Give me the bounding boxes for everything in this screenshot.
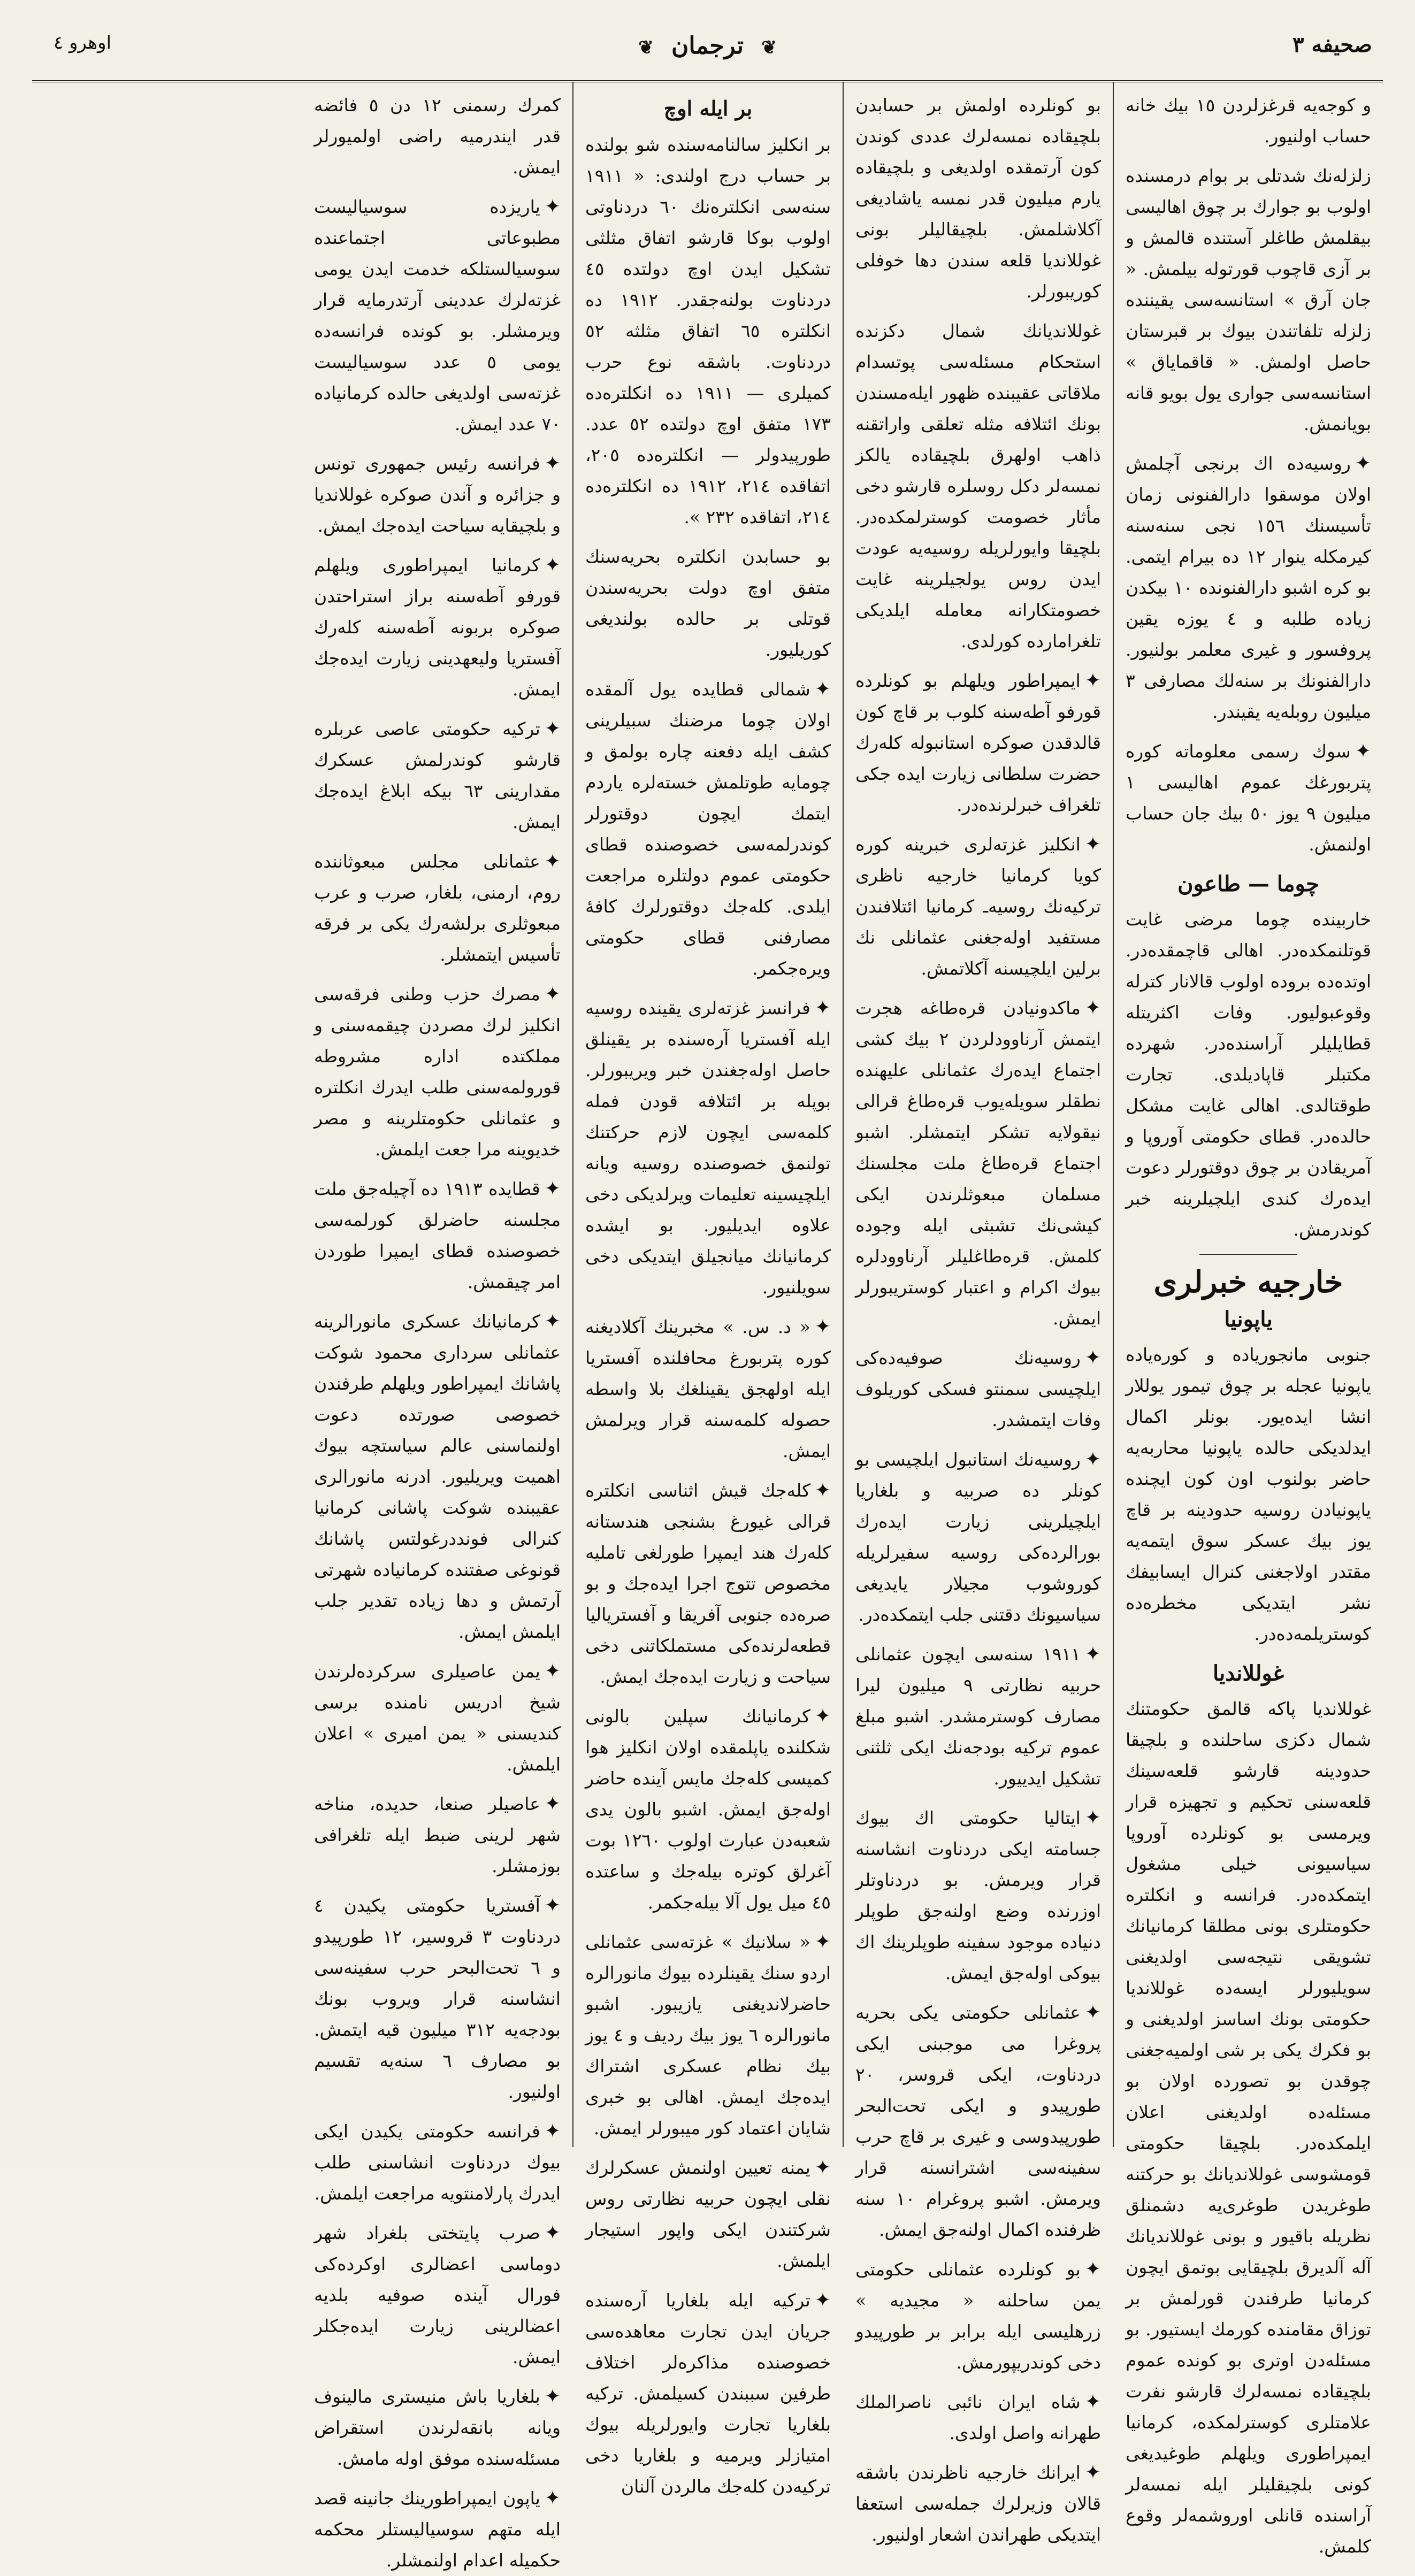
news-item-text: ماکدونیادن قره‌طاغه هجرت ایتمش آرناوودلردن ٢ بیك کشی اجتماع ایده‌رك عثمانلی علیهنده نطقلر سویله‌یوب قره‌طاغ قرالی نیقولایه تشکر ایتمشلر. اشبو اجتماع قره‌طاغ ملت مجلسنك مسلمان مبعوثلرندن ایکی کیشی‌نك تشبثی ایله وجوده کلمش. قره‌طاغلیلر آرناوودلره بیوك اکرام و اعتبار کوستریبورلر ایمش. — [855, 998, 1101, 1329]
bullet-star-icon: ✦ — [544, 2120, 561, 2142]
columns — [32, 82, 1383, 2571]
bullet-star-icon: ✦ — [544, 1178, 561, 1200]
bullet-star-icon: ✦ — [814, 1931, 831, 1953]
news-item-text: یمنه تعیین اولنمش عسکرلرك نقلی ایچون حربیه نظارتی روس شرکتندن ایکی واپور استیجار ایلمش. — [585, 2157, 831, 2271]
bullet-star-icon: ✦ — [1084, 997, 1101, 1019]
news-item-text: شمالی قطایده یول آلمقده اولان چوما مرضنك سبیلرینی کشف ایله دفعنه چاره بولمق و چومایه طوتلمش خسته‌لره یاردم ایتمك ایچون دوقتورلر کوندرلمه‌سی خصوصنده قطای حکومتی عموم دولتلره مراجعت ایلدی. کله‌جك دوقتورلرك کافهٔ مصارفنی قطای حکومتی ویره‌جکمر. — [585, 679, 831, 979]
news-item-text: و کوجه‌یه قرغزلردن ١٥ بیك خانه حساب اولنیور. — [1126, 95, 1372, 147]
article-heading: بر ایله اوچ — [663, 96, 753, 120]
bullet-star-icon: ✦ — [1355, 740, 1371, 762]
bullet-star-icon: ✦ — [544, 850, 561, 872]
news-item — [314, 448, 561, 541]
news-item — [314, 1306, 561, 1647]
bullet-star-icon: ✦ — [814, 1705, 831, 1727]
news-item-text: کرمانیانك عسکری مانورالرینه عثمانلی سرداری محمود شوکت پاشانك ایمپراطور ویلهلم طرفندن خصوصی صورتده دعوت اولنماسنی عالم سیاستچه بیوك اهمیت ویریلیور. ادرنه مانورالری عقیبنده شوکت پاشانی کرمانیا کنرالی فونددرغولتس پاشانك قونوغی صفتنده کرمانیاده شهرتی آرتمش و دها زیاده تقدیر جلب ایلمش ایمش. — [314, 1311, 561, 1642]
news-item — [314, 846, 561, 970]
article-holland: غوللاندیا پاکه قالمق حکومتنك شمال دکزی ساحلنده و بلچیقا حدودینه قارشو قلعه‌سینك قلعه‌سنی تحکیم و تجهیزه قرار ویرمسی بو کونلرده آوروپا سیاسیونی خیلی مشغول ایتمکده‌در. فرانسه و انکلتره حکومتلری بونی مطلقا کرمانیانك تشویقی نتیجه‌سی اولدیغنی سویلیورلر ایسه‌ده غوللاندیا حکومتی بونك اساسز اولدیغنی و بو فکرك یکی بر شی اولمیه‌جغنی چوقدن بو تصورده اولان بو مسئله‌ده اولدیغنی اعلان ایلمکده‌در. بلچیقا حکومتی قومشوسی غوللاندیانك بو حرکتنه طوغریدن طوغری‌یه دشمنلق نظریله باقیور و بونی غوللاندیانك آله‌ آلدیرق بلچیقایی بوتمق ایچون کرمانیا طرفندن قورلمش بر توزاق مقامنده کورمك ایستیور. بو مسئله‌دن اوتری بو کونده عموم بلچیقاده نمسه‌لرك قارشو نفرت علامتلری کوسترلمکده، کرمانیا ایمپراطوری ویلهلم طوغیدیغی کونی بلچیقلیلر ایله نمسه‌لر آراسنده قانلی اوروشمه‌لر وقوع کلمش. — [1126, 1698, 1371, 2557]
section-heading-foreign-news: خارجیه خبرلری — [1153, 1264, 1343, 1300]
news-item-text: کمرك رسمنی ١٢ دن ٥ فائضه قدر ایندرمیه راضی اولمیورلر ایمش. — [314, 95, 561, 178]
bullet-star-icon: ✦ — [1084, 1807, 1101, 1829]
news-item — [314, 90, 561, 183]
bullet-star-icon: ✦ — [814, 997, 831, 1019]
news-item — [585, 1927, 831, 2144]
news-item — [314, 2116, 561, 2209]
bullet-star-icon: ✦ — [544, 554, 561, 576]
bullet-star-icon: ✦ — [544, 2222, 561, 2244]
newspaper-title: ترجمان — [671, 32, 744, 59]
news-item-text: شاه ایران نائبی ناصرالملك طهرانه واصل اولدی. — [855, 2391, 1101, 2443]
news-item — [585, 674, 831, 984]
news-item — [1126, 160, 1371, 440]
news-item — [1126, 448, 1371, 727]
bullet-star-icon: ✦ — [1084, 833, 1101, 855]
news-item — [585, 1475, 831, 1692]
bullet-star-icon: ✦ — [544, 1895, 561, 1916]
news-item-text: ایرانك خارجیه ناظرندن باشقه قالان وزیرلرك جمله‌سی استعفا ایتدیکی طهراندن اشعار اولنیور. — [855, 2462, 1101, 2545]
page-number: صحيفه ٣ — [1292, 32, 1372, 57]
bullet-star-icon: ✦ — [1084, 2258, 1101, 2280]
news-item — [855, 665, 1101, 821]
bullet-star-icon: ✦ — [814, 1316, 831, 1338]
news-item-text: عثمانلی مجلس مبعوثاننده روم، ارمنی، بلغار، صرب و عرب مبعوثلری برلشه‌رك یکی بر فرقه تأسیس ایتمشلر. — [314, 851, 561, 965]
news-item — [1126, 90, 1371, 152]
bullet-star-icon: ✦ — [544, 718, 561, 740]
news-item-text: فرانسه رئیس جمهوری تونس و جزائره و آندن صوکره غوللاندیا و بلچیقایه سیاحت ایده‌جك ایمش. — [314, 453, 561, 536]
column-1-items — [1126, 90, 1371, 860]
section-heading-japan: یاپونیا — [1224, 1307, 1273, 1332]
news-item — [855, 993, 1101, 1334]
news-item — [314, 550, 561, 705]
masthead — [32, 21, 1383, 82]
section-heading-holland: غوللاندیا — [1212, 1661, 1284, 1686]
news-item-text: روسیه‌نك صوفیه‌ده‌کی ایلچیسی سمنتو فسکی کوریلوف وفات ایتمشدر. — [855, 1347, 1101, 1430]
news-item-text: صرب پایتختی بلغراد شهر دوماسی اعضالری اوکرده‌کی فورال آینده صوفیه بلدیه اعضالرینی زیارت ایده‌جکلر ایمش. — [314, 2222, 561, 2367]
article-cholera: خاربینده چوما مرضی غایت قوتلنمکده‌در. اهالی قاچمقده‌در. اوتده‌ده بروده اولوب قالانار کترله وقوعبولیور. وفات اکثریتله قطایلیلر آراسنده‌در. شهرده مکتبلر قاپادیلدی. تجارت طوقتالدی. اهالی غایت مشکل حالده‌در. قطای حکومتی آوروپا و آمریقادن بر چوق دوقتورلر دعوت ایده‌رك کندی ایلچیلرینه خبر کوندرمش. — [1126, 909, 1371, 1240]
news-item — [585, 129, 831, 533]
news-item-text: « سلانیك » غزته‌سی عثمانلی اردو سنك یقینلرده بیوك مانورالره حاضرلاندیغنی یازیبور. اشبو مانورالره ٦ یوز بیك ردیف و ٤ یوز بیك نظام عسکری اشتراك ایده‌جك ایمش. اهالی بو خبری شایان اعتماد کور میبورلر ایمش. — [585, 1931, 831, 2138]
news-item — [314, 714, 561, 838]
section-heading-cholera: چوما — طاعون — [1177, 871, 1319, 896]
news-item-text: فرانسز غزته‌لری یقینده روسیه ایله آفستریا آره‌سنده بر یقینلق حاصل اوله‌جغندن خبر ویریبورلر. بوپله بر ائتلافه قودن فمله کلمه‌سی ایچون لازم حرکتنك تولنمق خصوصنده روسیه‌ ویانه ایلچیسینه تعلیمات ویرلدیکی دخی علاوه ایدیلیور. بو ایشده کرمانیانك میانجیلق ایتدیکی دخی سویلنیور. — [585, 998, 831, 1298]
column-2-items — [855, 90, 1101, 2550]
news-item-text: روسیه‌نك استانبول ایلچیسی بو کونلر ده صربیه و بلغاریا ایلچیلرینی زیارت ایده‌رك بورالرده‌کی روسیه سفیرلریله کوروشوب مجیلار یایدیغی سیاسیونك دقتنی جلب ایتمکده‌در. — [855, 1449, 1101, 1625]
bullet-star-icon: ✦ — [544, 196, 561, 218]
news-item — [314, 2381, 561, 2474]
news-item — [585, 541, 831, 665]
news-item-text: بر انکلیز سالنامه‌سنده شو بولنده بر حساب درج اولندی: « ١٩١١ سنه‌سی انکلتره‌نك ٦٠ دردناوتی اولوب بوکا قارشو اتفاق مثلثی تشکیل ایدن اوچ دولتده ٤٥ دردناوت بولنه‌جقدر. ١٩١٢ ده انکلتره ٦٥ اتفاق مثلثه ٥٢ دردناوت. باشقه نوع حرب کمیلری — ١٩١١ ده انکلتره‌ده ١٧٣ متفق اوچ دولتده ٥٢ عدد. طورپیدو‌لر — انکلتره‌ده ٢٠٥، اتفاقده ٢١٤، ١٩١٢ ده انکلتره‌ده ٢١٤، اتفاقده ٢٣٢ ». — [585, 134, 831, 527]
news-item — [855, 1444, 1101, 1630]
news-item — [855, 2254, 1101, 2378]
news-item — [585, 1312, 831, 1467]
news-item-text: کله‌جك قیش اثناسی انکلتره قرالی غیورغ بشنجی هندستانه کله‌رك هند ایمپرا طورلغی تاملیه مخصوص تتوج اجرا ایده‌جك و بو صره‌ده جنوبی آفریقا و آفستریالیا قطعه‌لرنده‌کی مستملکاتنی دخی سیاحت و زیارت ایده‌جك ایمش. — [585, 1480, 831, 1687]
news-item-text: فرانسه حکومتی یکیدن ایکی بیوك دردناوت انشاسنی طلب ایدرك پارلامنتویه مراجعت ایلمش. — [314, 2121, 561, 2204]
news-item — [314, 1789, 561, 1882]
news-item — [855, 1639, 1101, 1794]
column-4 — [302, 82, 572, 2571]
news-item-text: انکلیز غزته‌لری خبرینه کوره کویا کرمانیا خارجیه ناظری ترکیه‌نك روسیه‌ـ کرمانیا ائتلافندن مستفید اوله‌جغنی عثمانلی نك برلین ایلچیسنه آکلاتمش. — [855, 834, 1101, 979]
issue-date: اوهرو ٤ — [53, 32, 112, 53]
news-item-text: عثمانلی حکومتی یکی بحریه پروغرا می موجبنی ایکی دردناوت، ایکی قروسر، ٢٠ طورپیدو و ایکی تحت‌البحر طورپیدوسی و غیری بر قاچ حرب سفینه‌سی اشترانسنه قرار ویرمش. اشبو پروغرام ١٠ سنه ظرفنده اکمال اولنه‌جق ایمش. — [855, 2002, 1101, 2240]
news-item — [585, 2152, 831, 2276]
bullet-star-icon: ✦ — [544, 1310, 561, 1332]
news-item-text: بلغاریا باش منیستری مالینوف ویانه بانقه‌لرندن استقراض مسئله‌سنده موفق اوله مامش. — [314, 2386, 561, 2469]
news-item-text: آفستریا حکومتی یکیدن ٤ دردناوت ٣ قروسیر، ١٢ طورپیدو و ٦ تحت‌البحر حرب سفینه‌سی انشاسنه قرار ویروب بونك بودجه‌یه ٣١٢ میلیون قیه ایتمش. بو مصارف ٦ سنه‌یه تقسیم اولنیور. — [314, 1895, 561, 2102]
column-1 — [1113, 82, 1383, 2557]
news-item-text: یاپون ایمپراطورینك جانینه قصد ایله متهم سوسیالیستلر محکمه حکمیله اعدام اولنمشلر. — [314, 2488, 561, 2571]
bullet-star-icon: ✦ — [544, 1660, 561, 1682]
article-japan: جنوبی مانجوریاده و کوره‌یاده‌ یاپونیا عجله بر چوق تیمور یوللار انشا ایده‌یور. بونلر اکمال ایدلدیکی حالده یاپونیا محاربه‌یه حاضر بولنوب اون کون ایچنده یاپونیادن روسیه حدودینه بر قاچ یوز بیك عسکر سوق ایتمه‌یه مقتدر اولاجغنی کنرال ایسابیفك نشر ایتدیکی مخطره‌ده کوستریلمه‌ده‌در. — [1126, 1344, 1371, 1644]
news-item — [314, 1890, 561, 2107]
news-item-text: ١٩١١ سنه‌سی ایچون عثمانلی حربیه نظارتی ٩ میلیون لیرا مصارف کوسترمشدر. اشبو مبلغ عموم ترکیه بودجه‌نك ایکی ثلثنی تشکیل ایدییور. — [855, 1644, 1102, 1789]
news-item-text: قطایده ١٩١٣ ده آچیله‌جق ملت مجلسنه حاضرلق کورلمه‌سی خصوصنده قطای ایمپرا طوردن امر چیقمش. — [314, 1178, 561, 1292]
news-item — [585, 993, 831, 1303]
news-item-text: زلزله‌نك شدتلی بر بوام درمسنده اولوب بو جوارك بر چوق اهالیسی بیقلمش طاغلر آستنده قالمش و بر آزی قاچوب قورتوله بیلمش. « جان آرق » استانسه‌سی یقیننده زلزله تلفاتندن بیوك بر قبرستان حاصل اولمش. « قاقمایاق » استانسه‌سی جواری یول بویو قانه بویانمش. — [1126, 165, 1371, 434]
bullet-star-icon: ✦ — [1084, 1448, 1101, 1470]
news-item — [855, 2457, 1101, 2550]
news-item-text: کرمانیا ایمپراطوری ویلهلم قورفو آطه‌سنه براز استراحتدن صوکره بربونه آطه‌سنه کله‌رك آفستریا ولیعهدینی زیارت ایده‌جك ایمش. — [314, 555, 561, 700]
news-item-text: عاصیلر صنعا، حدیده، مناخه شهر لرینی ضبط ایله تلغرافی بوزمشلر. — [314, 1793, 561, 1876]
news-item-text: ایتالیا حکومتی اك بیوك جسامته ایکی دردناوت انشاسنه قرار ویرمش. بو دردناوتلر اوزرنده وضع اولنه‌جق طوپلر دنیاده موجود سفینه طوپلرینك اك بیوکی اوله‌جق ایمش. — [855, 1807, 1101, 1983]
news-item-text: بو کونلرده اولمش بر حسابدن بلچیقاده نمسه‌لرك عددی کوندن کون آرتمقده اولدیغی و بلچیقاده یارم میلیون قدر نمسه یاشادیغی آکلاشلمش. بلچیقالیلر بونی غوللاندیا قلعه سندن دها خوفلی کوریبورلر. — [855, 95, 1101, 302]
ornament-icon: ❦ — [761, 37, 777, 58]
news-item-text: ایمپراطور ویلهلم بو کونلرده قورفو آطه‌سنه کلوب بر قاچ کون قالدقدن صوکره استانبوله کله‌رك حضرت سلطانی زیارت ایده جکی تلغراف خبرلرنده‌در. — [855, 670, 1101, 815]
ornament-icon: ❦ — [638, 37, 654, 58]
news-item-text: بو حسابدن انکلتره بحریه‌سنك متفق اوچ دولت بحریه‌سندن قوتلی بر حالده بولندیغی کوریلیور. — [585, 546, 831, 660]
bullet-star-icon: ✦ — [544, 2386, 561, 2408]
news-item — [314, 1656, 561, 1780]
news-item-text: غوللاندیانك شمال دکزنده استحکام مسئله‌سی پوتسدام ملاقاتی عقیبنده ظهور ایله‌مسندن بونك ائتلافه مثله تعلقی واراتقنه ذاهب اولهرق بلچیقاده یالکز نمسه‌لر دکل روسلره قارشو دخی مأثار خصومت کوسترلمکده‌در. بلچیقا وایورلریله روسیه‌یه عودت ایدن روس یولجیلرینه غایت خصومتکارانه معامله ایلدیکی تلغرامارده کورلدی. — [855, 320, 1101, 651]
news-item — [1126, 736, 1371, 860]
newspaper-title-block — [629, 32, 786, 59]
bullet-star-icon: ✦ — [1355, 453, 1371, 474]
bullet-star-icon: ✦ — [814, 2157, 831, 2179]
bullet-star-icon: ✦ — [814, 1479, 831, 1501]
bullet-star-icon: ✦ — [1084, 2002, 1101, 2023]
bullet-star-icon: ✦ — [814, 678, 831, 700]
news-item — [855, 829, 1101, 984]
bullet-star-icon: ✦ — [544, 983, 561, 1005]
news-item-text: بو کونلرده عثمانلی حکومتی یمن ساحلنه « مجیدیه » زرهلیسی ایله برابر بر طورپیدو دخی کوندریپورمش. — [855, 2259, 1101, 2373]
news-item — [585, 2285, 831, 2502]
news-item-text: ترکیه حکومتی عاصی عربلره قارشو کوندرلمش عسکرك مقدارینی ٦٣ بیکه ابلاغ ایده‌جك ایمش. — [314, 718, 561, 832]
news-item-text: ترکیه ایله بلغاریا آره‌سنده جریان ایدن تجارت معاهده‌سی خصوصنده مذاکره‌لر اختلاف طرفین سببندن کسیلمش. ترکیه بلغاریا تجارت وایورلریله بیوك امتیازلر ویرمیه و بلغاریا دخی ترکیه‌دن کله‌جك مالردن آلنان — [585, 2290, 831, 2497]
news-item — [855, 316, 1101, 657]
news-item-text: روسیه‌ده اك برنجی آچلمش اولان موسقوا دارالفنونی زمان تأسیسنك ١٥٦ نجی سنه‌سنه کیرمکله ینوار ١٢ ده بیرام ایتمی. بو کره اشبو دارالفنونده ١٠ بیکدن زیاده طلبه و ٤ یوزه یقین پروفسور و غیری معلمر بولنیور. دارالفنونك بر سنه‌لك مصارفی ٣ میلیون روبله‌یه یقیندر. — [1126, 453, 1371, 722]
news-item — [855, 2387, 1101, 2449]
news-item — [314, 2218, 561, 2373]
news-item-text: یمن عاصیلری سرکرده‌لرندن شیخ ادریس نامنده برسی کندیسنی « یمن امیری » اعلان ایلمش. — [314, 1661, 561, 1775]
news-item — [855, 1343, 1101, 1436]
column-2 — [843, 82, 1113, 2545]
news-item — [855, 90, 1101, 307]
bullet-star-icon: ✦ — [814, 2289, 831, 2311]
news-item-text: « د. س. » مخبرینك آکلادیغنه کوره پتربورغ محافلنده آفستریا ایله اولهجق یقینلغك بلا واسطه حصوله کلمه‌سنه قرار ویرلمش ایمش. — [585, 1316, 831, 1461]
bullet-star-icon: ✦ — [544, 1793, 561, 1815]
news-item — [314, 1174, 561, 1298]
bullet-star-icon: ✦ — [544, 453, 561, 474]
bullet-star-icon: ✦ — [1084, 2462, 1101, 2483]
news-item-text: سوك رسمی معلوماته کوره پتربورغك عموم اهالیسی ١ میلیون ٩ یوز ٥٠ بیك جان حساب اولنمش. — [1126, 741, 1371, 855]
bullet-star-icon: ✦ — [544, 2487, 561, 2509]
divider — [1199, 1254, 1298, 1255]
column-3 — [572, 82, 843, 2497]
column-3-items — [585, 129, 831, 2502]
bullet-star-icon: ✦ — [1084, 2391, 1101, 2413]
bullet-star-icon: ✦ — [1084, 1643, 1101, 1665]
news-item — [314, 2483, 561, 2576]
bullet-star-icon: ✦ — [1084, 1347, 1101, 1369]
news-item — [314, 979, 561, 1165]
news-item — [855, 1803, 1101, 1989]
news-item-text: یاریزده سوسیالیست مطبوعاتی اجتماعنده سوسیالستلکه خدمت ایدن یومی غزته‌لرك عددینی آرتدرمایه قرار ویرمشلر. بو کونده فرانسه‌ده یومی ٥ عدد سوسیالیست غزته‌سی اولدیغی حالده کرمانیاده ٧٠ عدد ایمش. — [314, 196, 561, 434]
news-item — [585, 1701, 831, 1918]
news-item-text: کرمانیانك سپلین بالونی شکلنده یاپلمقده اولان انکلیز هوا کمیسی کله‌جك مایس آینده حاضر اوله‌جق ایمش. اشبو بالون یدی شعبه‌دن عبارت اولوب ١٢٦٠ بوت آغرلق کوتره بیله‌جك و ساعتده ٤٥ میل یول آلا بیله‌جکمر. — [585, 1706, 831, 1913]
news-item-text: مصرك حزب وطنی فرقه‌سی انکلیز لرك مصردن چیقمه‌سنی و مملکتده اداره مشروطه قورولمه‌سنی طلب ایدرك انکلتره و عثمانلی حکومتلرینه و مصر خدیوینه مرا جعت ایلمش. — [314, 984, 561, 1160]
column-4-items — [314, 90, 561, 2576]
bullet-star-icon: ✦ — [1084, 670, 1101, 692]
news-item — [314, 191, 561, 440]
news-item — [855, 1997, 1101, 2245]
